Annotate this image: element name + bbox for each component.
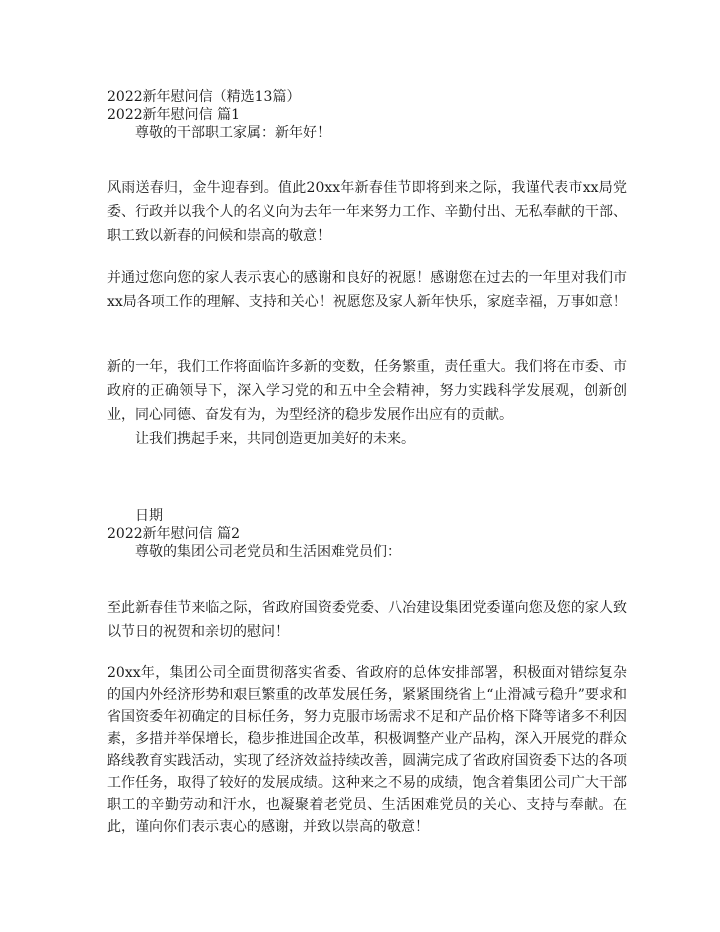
letter1-salutation: 尊敬的干部职工家属：新年好！ [135,125,331,141]
letter1-heading: 2022新年慰问信 篇1 [107,107,240,123]
letter2-paragraph: 20xx年，集团公司全面贯彻落实省委、省政府的总体安排部署，积极面对错综复杂的国内外经济形势和艰巨繁重的改革发展任务，紧紧围绕省上“止滑减亏稳升”要求和省国资委年初确定的目标任务，努力克服市场需求不足和产品价格下降等诸多不利因素，多措并举保增长，稳步推进国企改革，积极调整产业产品构，深入开展党的群众路线教育实践活动，实现了经济效益持续改善，圆满完成了省政府国资委下达的各项工作任务，取得了较好的发展成绩。这种来之不易的成绩，饱含着集团公司广大干部职工的辛勤劳动和汗水，也凝聚着老党员、生活困难党员的关心、支持与奉献。在此，谨向你们表示衷心的感谢，并致以崇高的敬意！ [107,665,627,835]
letter2-paragraph: 至此新春佳节来临之际，省政府国资委党委、八冶建设集团党委谨向您及您的家人致以节日的祝贺和亲切的慰问！ [107,600,627,640]
letter2-heading: 2022新年慰问信 篇2 [107,526,240,542]
letter1-closing: 让我们携起手来，共同创造更加美好的未来。 [135,431,415,447]
document-title: 2022新年慰问信（精选13篇） [107,89,301,105]
letter1-paragraph: 风雨送春归，金牛迎春到。值此20xx年新春佳节即将到来之际，我谨代表市xx局党委、行政并以我个人的名义向为去年一年来努力工作、辛勤付出、无私奉献的干部、职工致以新春的问候和崇高的敬意！ [107,180,627,244]
letter2-salutation: 尊敬的集团公司老党员和生活困难党员们： [135,544,401,560]
letter1-paragraph: 并通过您向您的家人表示衷心的感谢和良好的祝愿！感谢您在过去的一年里对我们市xx局各项工作的理解、支持和关心！祝愿您及家人新年快乐，家庭幸福，万事如意！ [107,270,627,310]
letter1-date-label: 日期 [135,508,163,524]
letter1-paragraph: 新的一年，我们工作将面临许多新的变数，任务繁重，责任重大。我们将在市委、市政府的正确领导下，深入学习党的和五中全会精神，努力实践科学发展观，创新创业，同心同德、奋发有为，为型经济的稳步发展作出应有的贡献。 [107,359,627,423]
